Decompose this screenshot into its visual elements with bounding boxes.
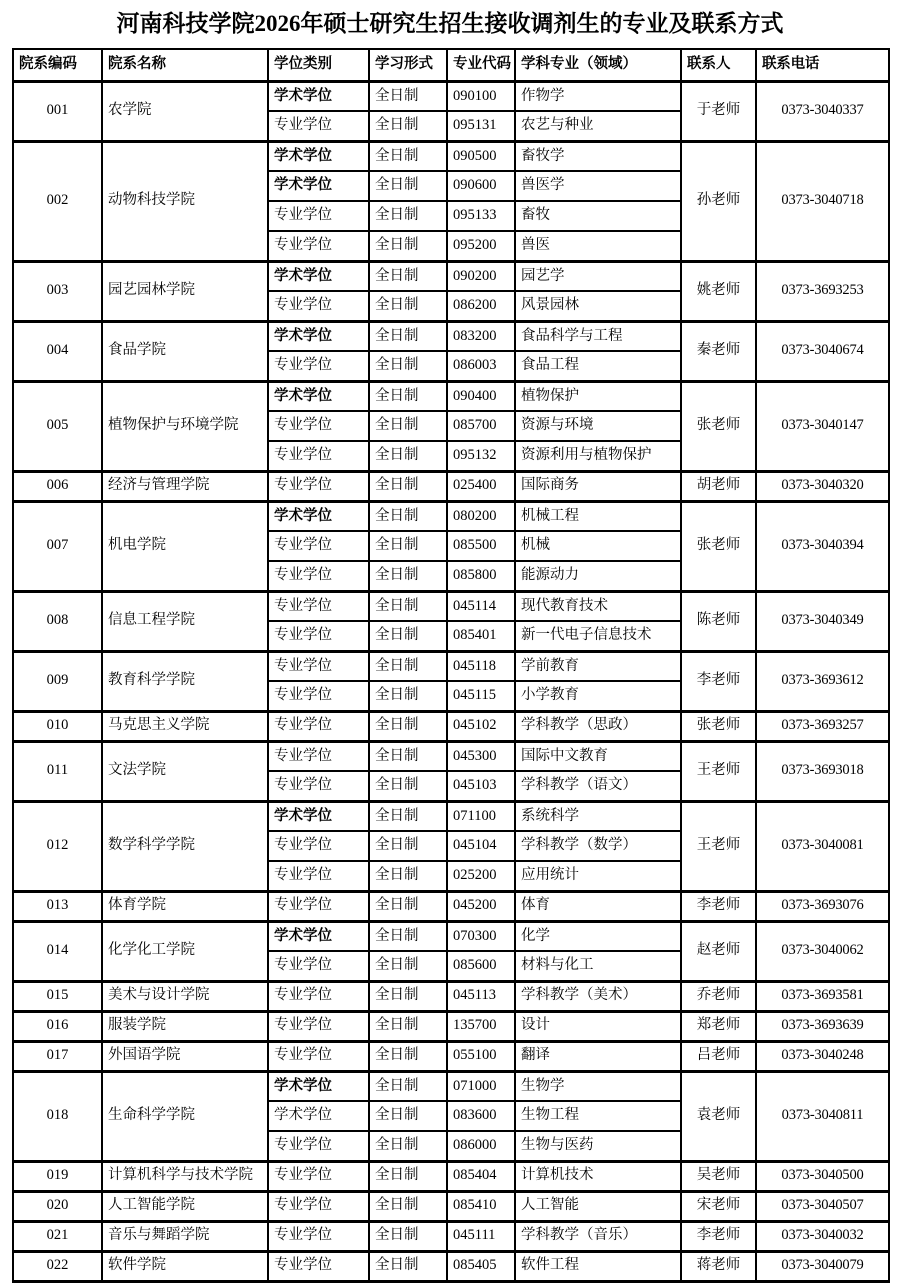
cell-degree-type: 专业学位 [268, 411, 369, 441]
table-row [13, 321, 889, 351]
cell-major-code: 086000 [447, 1131, 515, 1161]
cell-contact-person: 吕老师 [681, 1041, 756, 1071]
cell-major-code: 045115 [447, 681, 515, 711]
cell-department-code: 021 [13, 1221, 102, 1251]
cell-contact-phone: 0373-3040320 [756, 471, 889, 501]
cell-department-name: 机电学院 [102, 501, 268, 591]
cell-department-name: 植物保护与环境学院 [102, 381, 268, 471]
cell-degree-type: 专业学位 [268, 291, 369, 321]
cell-discipline-field: 现代教育技术 [515, 591, 681, 621]
cell-discipline-field: 能源动力 [515, 561, 681, 591]
cell-contact-person: 郑老师 [681, 1011, 756, 1041]
cell-discipline-field: 风景园林 [515, 291, 681, 321]
cell-discipline-field: 兽医学 [515, 171, 681, 201]
column-header-name: 院系名称 [102, 49, 268, 82]
cell-study-form: 全日制 [369, 561, 447, 591]
table-body [13, 81, 889, 1281]
cell-study-form: 全日制 [369, 1011, 447, 1041]
cell-department-code: 004 [13, 321, 102, 381]
cell-study-form: 全日制 [369, 801, 447, 831]
cell-major-code: 085405 [447, 1251, 515, 1281]
cell-major-code: 083600 [447, 1101, 515, 1131]
page-title: 河南科技学院2026年硕士研究生招生接收调剂生的专业及联系方式 [116, 11, 784, 36]
cell-study-form: 全日制 [369, 1071, 447, 1101]
cell-discipline-field: 生物学 [515, 1071, 681, 1101]
cell-contact-phone: 0373-3040718 [756, 141, 889, 261]
cell-major-code: 085410 [447, 1191, 515, 1221]
cell-department-name: 经济与管理学院 [102, 471, 268, 501]
cell-department-name: 园艺园林学院 [102, 261, 268, 321]
cell-contact-person: 赵老师 [681, 921, 756, 981]
cell-department-name: 动物科技学院 [102, 141, 268, 261]
cell-discipline-field: 生物工程 [515, 1101, 681, 1131]
cell-major-code: 085800 [447, 561, 515, 591]
cell-major-code: 095132 [447, 441, 515, 471]
table-header-row [13, 49, 889, 82]
cell-degree-type: 学术学位 [268, 141, 369, 171]
table-header [13, 49, 889, 82]
cell-department-name: 生命科学学院 [102, 1071, 268, 1161]
cell-discipline-field: 作物学 [515, 81, 681, 111]
cell-department-code: 016 [13, 1011, 102, 1041]
cell-degree-type: 专业学位 [268, 831, 369, 861]
cell-department-code: 005 [13, 381, 102, 471]
cell-major-code: 095133 [447, 201, 515, 231]
cell-degree-type: 专业学位 [268, 531, 369, 561]
cell-discipline-field: 机械工程 [515, 501, 681, 531]
cell-study-form: 全日制 [369, 771, 447, 801]
cell-discipline-field: 农艺与种业 [515, 111, 681, 141]
cell-contact-person: 陈老师 [681, 591, 756, 651]
cell-study-form: 全日制 [369, 81, 447, 111]
cell-contact-person: 王老师 [681, 741, 756, 801]
cell-major-code: 070300 [447, 921, 515, 951]
cell-department-code: 018 [13, 1071, 102, 1161]
cell-department-code: 013 [13, 891, 102, 921]
cell-discipline-field: 小学教育 [515, 681, 681, 711]
cell-degree-type: 学术学位 [268, 261, 369, 291]
cell-major-code: 085700 [447, 411, 515, 441]
cell-degree-type: 专业学位 [268, 1161, 369, 1191]
cell-degree-type: 专业学位 [268, 891, 369, 921]
cell-department-code: 006 [13, 471, 102, 501]
cell-study-form: 全日制 [369, 741, 447, 771]
table-row [13, 471, 889, 501]
cell-contact-phone: 0373-3040248 [756, 1041, 889, 1071]
cell-study-form: 全日制 [369, 1041, 447, 1071]
cell-department-code: 008 [13, 591, 102, 651]
cell-department-name: 教育科学学院 [102, 651, 268, 711]
table-row [13, 591, 889, 621]
cell-study-form: 全日制 [369, 471, 447, 501]
table-row [13, 1071, 889, 1101]
cell-degree-type: 专业学位 [268, 711, 369, 741]
cell-study-form: 全日制 [369, 441, 447, 471]
cell-major-code: 045111 [447, 1221, 515, 1251]
cell-major-code: 095200 [447, 231, 515, 261]
cell-department-name: 食品学院 [102, 321, 268, 381]
cell-contact-phone: 0373-3040032 [756, 1221, 889, 1251]
cell-discipline-field: 畜牧学 [515, 141, 681, 171]
cell-discipline-field: 学科教学（思政） [515, 711, 681, 741]
cell-contact-phone: 0373-3040507 [756, 1191, 889, 1221]
cell-study-form: 全日制 [369, 141, 447, 171]
cell-department-code: 022 [13, 1251, 102, 1281]
cell-department-name: 马克思主义学院 [102, 711, 268, 741]
cell-discipline-field: 新一代电子信息技术 [515, 621, 681, 651]
cell-study-form: 全日制 [369, 921, 447, 951]
cell-study-form: 全日制 [369, 321, 447, 351]
cell-department-name: 人工智能学院 [102, 1191, 268, 1221]
cell-major-code: 055100 [447, 1041, 515, 1071]
cell-contact-person: 李老师 [681, 891, 756, 921]
cell-degree-type: 专业学位 [268, 1251, 369, 1281]
cell-study-form: 全日制 [369, 1191, 447, 1221]
cell-department-name: 文法学院 [102, 741, 268, 801]
cell-contact-person: 袁老师 [681, 1071, 756, 1161]
cell-study-form: 全日制 [369, 1221, 447, 1251]
cell-major-code: 045102 [447, 711, 515, 741]
table-row [13, 1191, 889, 1221]
cell-major-code: 090600 [447, 171, 515, 201]
cell-degree-type: 专业学位 [268, 981, 369, 1011]
cell-major-code: 045300 [447, 741, 515, 771]
cell-contact-phone: 0373-3693581 [756, 981, 889, 1011]
cell-department-name: 信息工程学院 [102, 591, 268, 651]
cell-department-code: 007 [13, 501, 102, 591]
cell-degree-type: 学术学位 [268, 81, 369, 111]
cell-degree-type: 专业学位 [268, 1011, 369, 1041]
cell-degree-type: 学术学位 [268, 501, 369, 531]
table-row [13, 1221, 889, 1251]
cell-major-code: 086200 [447, 291, 515, 321]
cell-contact-phone: 0373-3040147 [756, 381, 889, 471]
cell-degree-type: 学术学位 [268, 921, 369, 951]
cell-study-form: 全日制 [369, 1161, 447, 1191]
cell-department-code: 014 [13, 921, 102, 981]
cell-major-code: 085401 [447, 621, 515, 651]
table-row [13, 741, 889, 771]
cell-contact-phone: 0373-3040062 [756, 921, 889, 981]
cell-contact-person: 张老师 [681, 381, 756, 471]
cell-degree-type: 专业学位 [268, 1221, 369, 1251]
cell-study-form: 全日制 [369, 651, 447, 681]
cell-contact-phone: 0373-3040500 [756, 1161, 889, 1191]
cell-major-code: 025400 [447, 471, 515, 501]
cell-major-code: 090200 [447, 261, 515, 291]
cell-discipline-field: 材料与化工 [515, 951, 681, 981]
cell-study-form: 全日制 [369, 381, 447, 411]
cell-contact-phone: 0373-3693639 [756, 1011, 889, 1041]
table-row [13, 1041, 889, 1071]
table-row [13, 921, 889, 951]
cell-department-name: 数学科学学院 [102, 801, 268, 891]
cell-discipline-field: 系统科学 [515, 801, 681, 831]
table-row [13, 81, 889, 111]
cell-contact-phone: 0373-3693253 [756, 261, 889, 321]
cell-discipline-field: 学科教学（数学） [515, 831, 681, 861]
table-row [13, 651, 889, 681]
table-row [13, 141, 889, 171]
cell-degree-type: 学术学位 [268, 801, 369, 831]
cell-degree-type: 专业学位 [268, 951, 369, 981]
cell-contact-person: 吴老师 [681, 1161, 756, 1191]
cell-discipline-field: 资源与环境 [515, 411, 681, 441]
cell-major-code: 090100 [447, 81, 515, 111]
cell-study-form: 全日制 [369, 831, 447, 861]
cell-contact-phone: 0373-3040079 [756, 1251, 889, 1281]
cell-contact-person: 宋老师 [681, 1191, 756, 1221]
cell-study-form: 全日制 [369, 531, 447, 561]
cell-contact-phone: 0373-3040337 [756, 81, 889, 141]
cell-contact-person: 蒋老师 [681, 1251, 756, 1281]
cell-study-form: 全日制 [369, 711, 447, 741]
cell-study-form: 全日制 [369, 201, 447, 231]
cell-degree-type: 专业学位 [268, 351, 369, 381]
cell-major-code: 025200 [447, 861, 515, 891]
cell-degree-type: 专业学位 [268, 771, 369, 801]
cell-study-form: 全日制 [369, 621, 447, 651]
cell-degree-type: 学术学位 [268, 381, 369, 411]
cell-study-form: 全日制 [369, 411, 447, 441]
cell-contact-phone: 0373-3040349 [756, 591, 889, 651]
cell-department-name: 美术与设计学院 [102, 981, 268, 1011]
column-header-degree: 学位类别 [268, 49, 369, 82]
cell-study-form: 全日制 [369, 291, 447, 321]
cell-discipline-field: 国际中文教育 [515, 741, 681, 771]
cell-degree-type: 专业学位 [268, 651, 369, 681]
cell-contact-person: 李老师 [681, 1221, 756, 1251]
cell-study-form: 全日制 [369, 261, 447, 291]
cell-contact-phone: 0373-3693612 [756, 651, 889, 711]
cell-major-code: 071100 [447, 801, 515, 831]
cell-degree-type: 专业学位 [268, 471, 369, 501]
cell-major-code: 085500 [447, 531, 515, 561]
cell-study-form: 全日制 [369, 501, 447, 531]
cell-department-name: 软件学院 [102, 1251, 268, 1281]
table-row [13, 381, 889, 411]
cell-contact-person: 乔老师 [681, 981, 756, 1011]
cell-degree-type: 学术学位 [268, 1071, 369, 1101]
cell-discipline-field: 学科教学（语文） [515, 771, 681, 801]
admissions-table [12, 48, 890, 1283]
cell-degree-type: 专业学位 [268, 1131, 369, 1161]
cell-discipline-field: 化学 [515, 921, 681, 951]
cell-contact-phone: 0373-3040394 [756, 501, 889, 591]
cell-degree-type: 专业学位 [268, 681, 369, 711]
cell-department-code: 017 [13, 1041, 102, 1071]
cell-department-code: 009 [13, 651, 102, 711]
cell-contact-phone: 0373-3693076 [756, 891, 889, 921]
cell-contact-person: 孙老师 [681, 141, 756, 261]
cell-department-code: 012 [13, 801, 102, 891]
cell-discipline-field: 学前教育 [515, 651, 681, 681]
cell-major-code: 045200 [447, 891, 515, 921]
cell-major-code: 045104 [447, 831, 515, 861]
cell-study-form: 全日制 [369, 861, 447, 891]
column-header-major_code: 专业代码 [447, 49, 515, 82]
cell-discipline-field: 畜牧 [515, 201, 681, 231]
cell-degree-type: 专业学位 [268, 201, 369, 231]
cell-contact-person: 张老师 [681, 711, 756, 741]
cell-discipline-field: 学科教学（美术） [515, 981, 681, 1011]
cell-department-code: 010 [13, 711, 102, 741]
cell-contact-phone: 0373-3040674 [756, 321, 889, 381]
cell-degree-type: 专业学位 [268, 861, 369, 891]
cell-discipline-field: 国际商务 [515, 471, 681, 501]
cell-department-code: 002 [13, 141, 102, 261]
column-header-field: 学科专业（领域） [515, 49, 681, 82]
cell-study-form: 全日制 [369, 1101, 447, 1131]
cell-study-form: 全日制 [369, 951, 447, 981]
cell-contact-person: 张老师 [681, 501, 756, 591]
cell-discipline-field: 资源利用与植物保护 [515, 441, 681, 471]
cell-contact-phone: 0373-3693257 [756, 711, 889, 741]
cell-degree-type: 专业学位 [268, 441, 369, 471]
cell-study-form: 全日制 [369, 351, 447, 381]
table-row [13, 261, 889, 291]
table-row [13, 1161, 889, 1191]
cell-study-form: 全日制 [369, 981, 447, 1011]
table-row [13, 501, 889, 531]
table-row [13, 1011, 889, 1041]
cell-contact-phone: 0373-3040811 [756, 1071, 889, 1161]
cell-major-code: 086003 [447, 351, 515, 381]
cell-study-form: 全日制 [369, 1251, 447, 1281]
cell-department-name: 体育学院 [102, 891, 268, 921]
cell-discipline-field: 翻译 [515, 1041, 681, 1071]
cell-degree-type: 专业学位 [268, 231, 369, 261]
cell-department-name: 音乐与舞蹈学院 [102, 1221, 268, 1251]
cell-discipline-field: 生物与医药 [515, 1131, 681, 1161]
cell-major-code: 085404 [447, 1161, 515, 1191]
cell-contact-phone: 0373-3040081 [756, 801, 889, 891]
cell-department-name: 外国语学院 [102, 1041, 268, 1071]
cell-department-code: 001 [13, 81, 102, 141]
cell-degree-type: 专业学位 [268, 591, 369, 621]
cell-discipline-field: 学科教学（音乐） [515, 1221, 681, 1251]
cell-major-code: 080200 [447, 501, 515, 531]
cell-degree-type: 专业学位 [268, 1191, 369, 1221]
cell-department-code: 003 [13, 261, 102, 321]
admissions-table-container [0, 48, 900, 1283]
table-row [13, 1251, 889, 1281]
cell-department-code: 019 [13, 1161, 102, 1191]
cell-major-code: 083200 [447, 321, 515, 351]
column-header-code: 院系编码 [13, 49, 102, 82]
cell-discipline-field: 计算机技术 [515, 1161, 681, 1191]
cell-discipline-field: 食品工程 [515, 351, 681, 381]
cell-degree-type: 专业学位 [268, 1041, 369, 1071]
cell-degree-type: 专业学位 [268, 561, 369, 591]
cell-contact-person: 李老师 [681, 651, 756, 711]
cell-study-form: 全日制 [369, 111, 447, 141]
cell-study-form: 全日制 [369, 231, 447, 261]
cell-major-code: 071000 [447, 1071, 515, 1101]
table-row [13, 981, 889, 1011]
cell-department-code: 011 [13, 741, 102, 801]
cell-major-code: 090400 [447, 381, 515, 411]
cell-department-code: 020 [13, 1191, 102, 1221]
cell-contact-person: 于老师 [681, 81, 756, 141]
column-header-phone: 联系电话 [756, 49, 889, 82]
cell-major-code: 045114 [447, 591, 515, 621]
cell-contact-person: 胡老师 [681, 471, 756, 501]
cell-department-code: 015 [13, 981, 102, 1011]
cell-major-code: 090500 [447, 141, 515, 171]
cell-major-code: 045113 [447, 981, 515, 1011]
cell-discipline-field: 应用统计 [515, 861, 681, 891]
cell-department-name: 服装学院 [102, 1011, 268, 1041]
cell-discipline-field: 园艺学 [515, 261, 681, 291]
cell-major-code: 135700 [447, 1011, 515, 1041]
table-row [13, 891, 889, 921]
table-row [13, 801, 889, 831]
cell-major-code: 085600 [447, 951, 515, 981]
cell-department-name: 化学化工学院 [102, 921, 268, 981]
cell-discipline-field: 植物保护 [515, 381, 681, 411]
cell-department-name: 计算机科学与技术学院 [102, 1161, 268, 1191]
cell-contact-person: 王老师 [681, 801, 756, 891]
table-row [13, 711, 889, 741]
cell-major-code: 095131 [447, 111, 515, 141]
cell-contact-phone: 0373-3693018 [756, 741, 889, 801]
cell-degree-type: 学术学位 [268, 171, 369, 201]
cell-contact-person: 秦老师 [681, 321, 756, 381]
cell-department-name: 农学院 [102, 81, 268, 141]
cell-major-code: 045118 [447, 651, 515, 681]
cell-study-form: 全日制 [369, 1131, 447, 1161]
cell-degree-type: 专业学位 [268, 111, 369, 141]
cell-degree-type: 学术学位 [268, 321, 369, 351]
cell-discipline-field: 机械 [515, 531, 681, 561]
cell-degree-type: 专业学位 [268, 621, 369, 651]
cell-discipline-field: 设计 [515, 1011, 681, 1041]
cell-degree-type: 学术学位 [268, 1101, 369, 1131]
cell-discipline-field: 兽医 [515, 231, 681, 261]
cell-study-form: 全日制 [369, 591, 447, 621]
cell-study-form: 全日制 [369, 171, 447, 201]
cell-degree-type: 专业学位 [268, 741, 369, 771]
cell-study-form: 全日制 [369, 681, 447, 711]
column-header-form: 学习形式 [369, 49, 447, 82]
cell-discipline-field: 食品科学与工程 [515, 321, 681, 351]
cell-contact-person: 姚老师 [681, 261, 756, 321]
cell-discipline-field: 体育 [515, 891, 681, 921]
column-header-contact: 联系人 [681, 49, 756, 82]
cell-study-form: 全日制 [369, 891, 447, 921]
cell-discipline-field: 人工智能 [515, 1191, 681, 1221]
cell-discipline-field: 软件工程 [515, 1251, 681, 1281]
cell-major-code: 045103 [447, 771, 515, 801]
